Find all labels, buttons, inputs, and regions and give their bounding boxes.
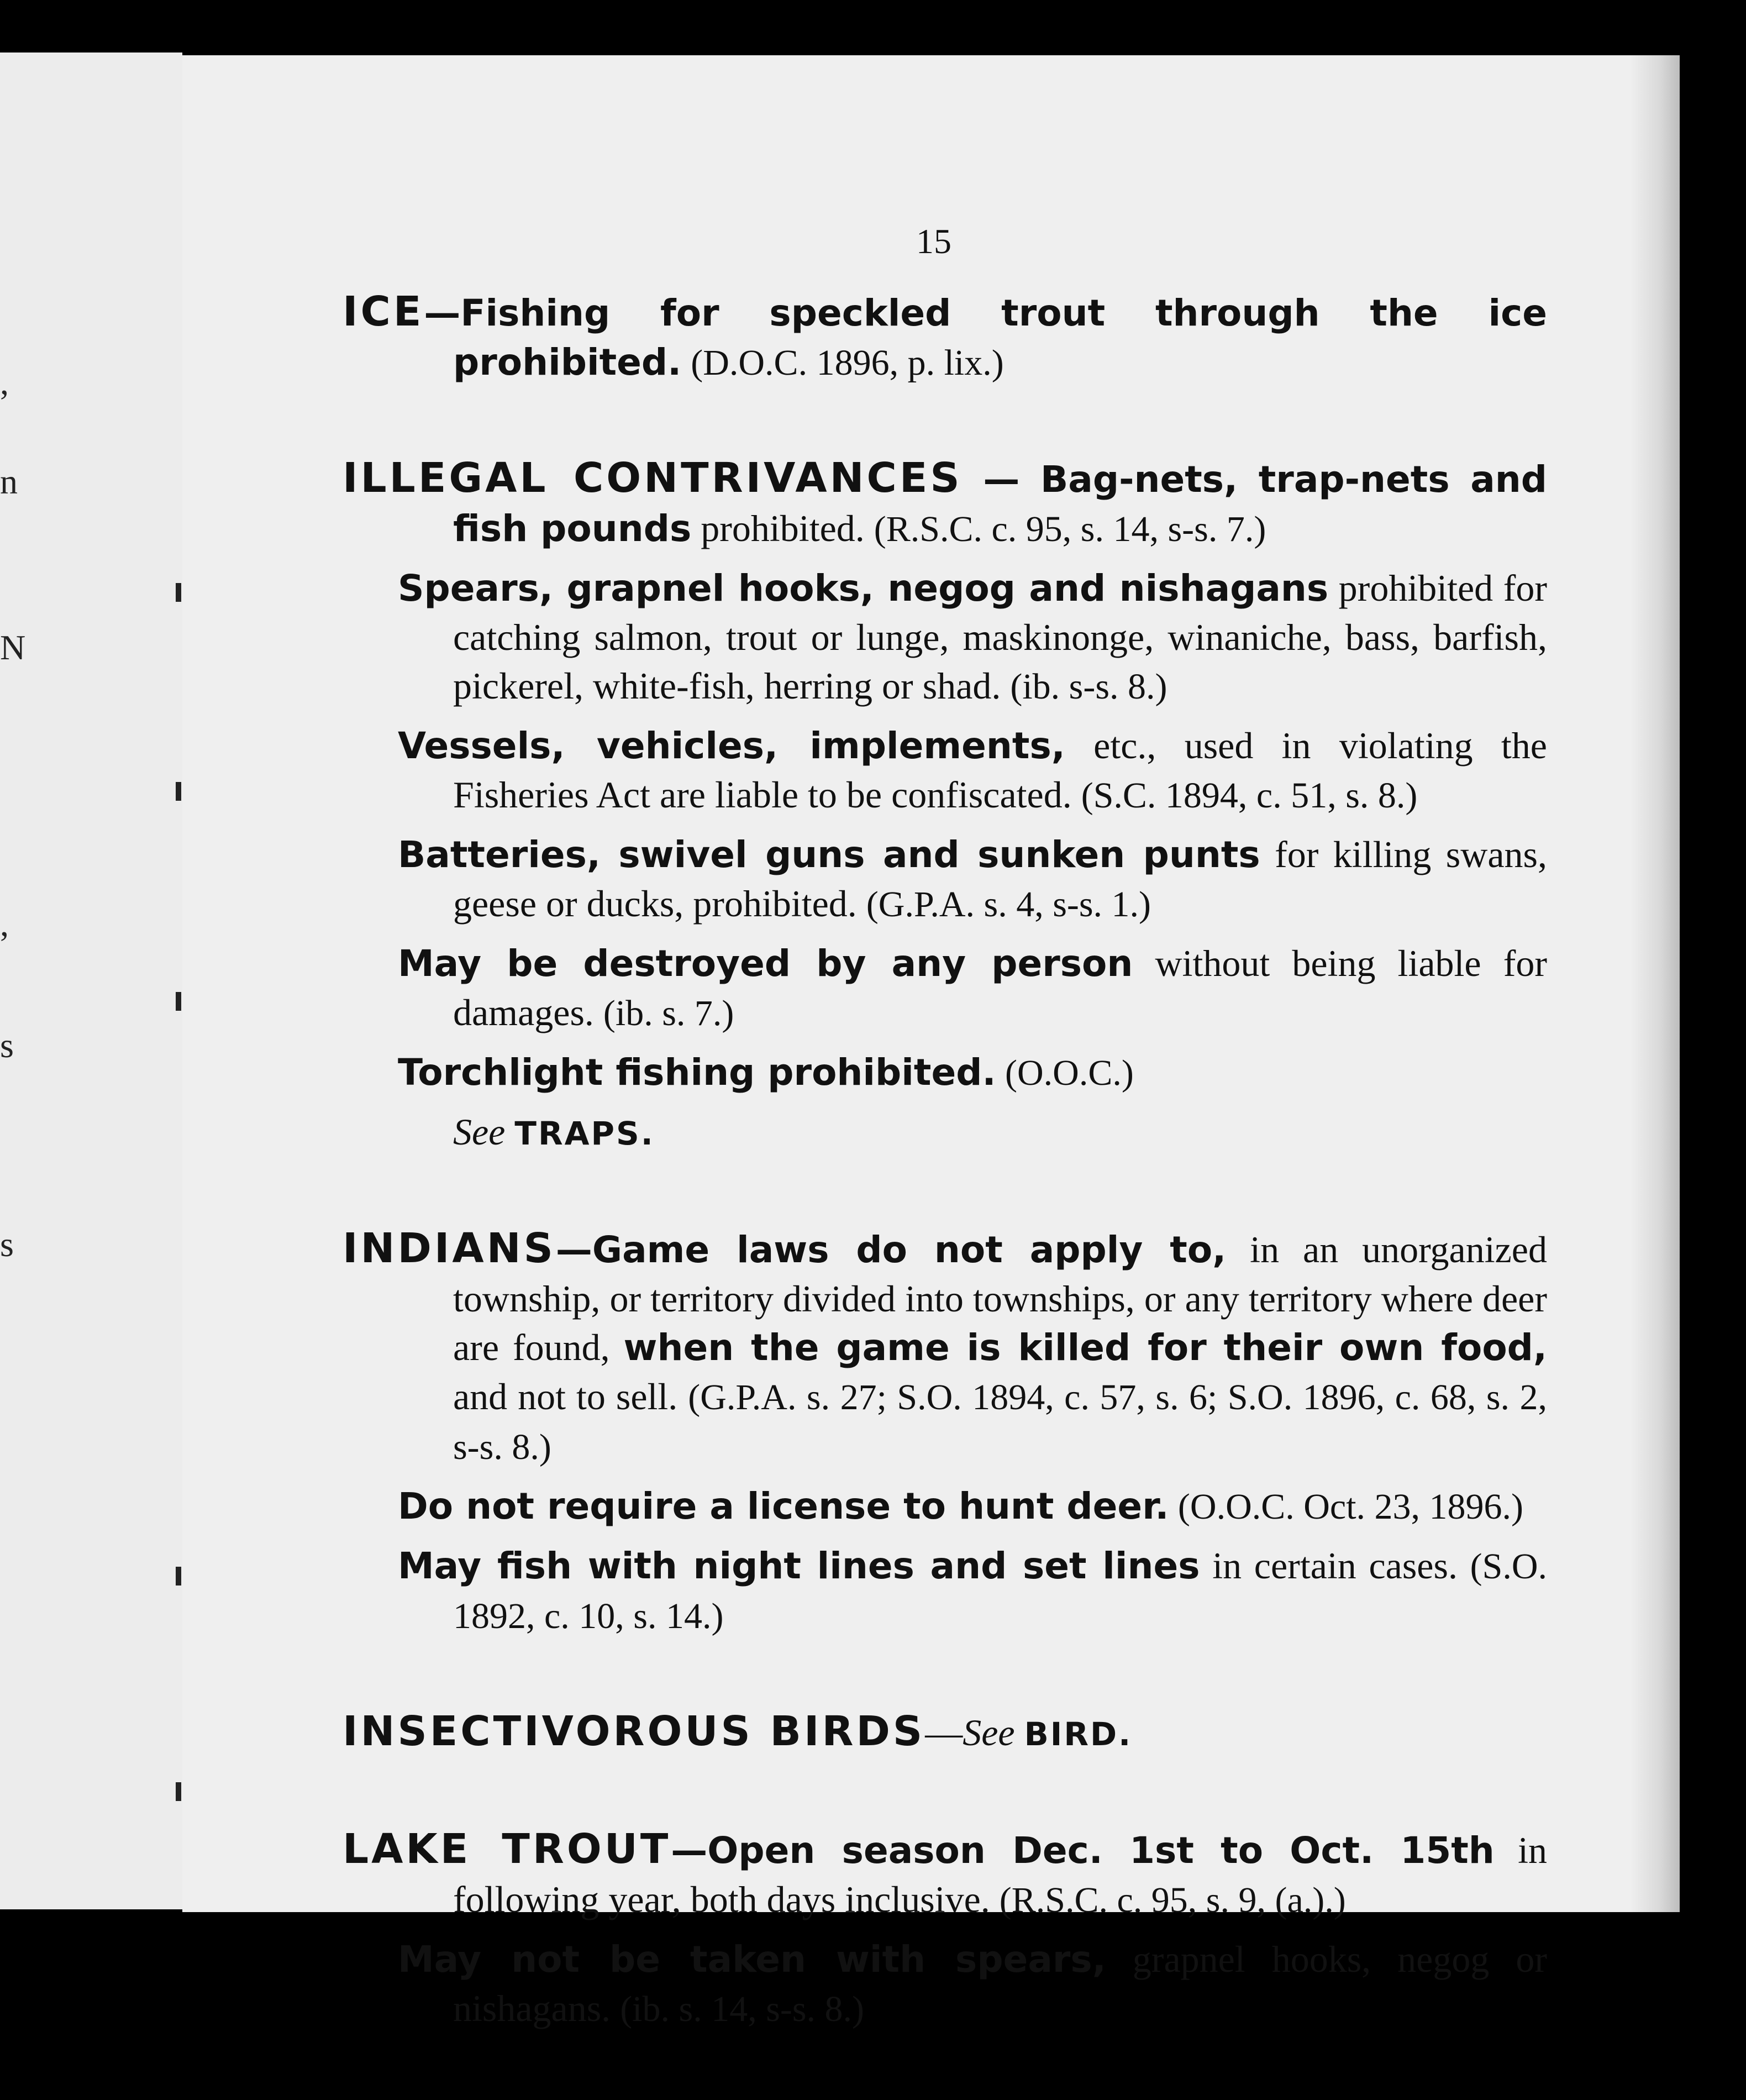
- entry-heading: INDIANS: [343, 1225, 556, 1272]
- citation: (ib. s. 14, s-s. 8.): [620, 1989, 865, 2029]
- sub-entry-bold: Spears, grapnel hooks, negog and nishagans: [398, 567, 1329, 610]
- see-target: TRAPS.: [514, 1115, 655, 1152]
- citation: (D.O.C. 1896, p. lix.): [691, 343, 1004, 383]
- binding-mark: [176, 1782, 181, 1801]
- edge-char: ,: [0, 363, 9, 402]
- citation: (R.S.C. c. 95, s. 9, (a.).): [999, 1880, 1346, 1920]
- entry-text: in an unorganized township, or territory divided into townships, or any territory where deer are found,: [453, 1229, 1547, 1368]
- citation: (S.O. 1892, c. 10, s. 14.): [453, 1546, 1547, 1636]
- entry-bold-text: when the game is killed for their own food,: [623, 1326, 1547, 1369]
- sub-entry: [343, 1935, 1547, 2034]
- citation: (S.C. 1894, c. 51, s. 8.): [1081, 775, 1418, 816]
- entry-lake-trout: [343, 1825, 1547, 2034]
- entry-heading: LAKE TROUT: [343, 1825, 671, 1873]
- page-number: 15: [916, 222, 951, 261]
- citation: (G.P.A. s. 27; S.O. 1894, c. 57, s. 6; S.O. 1896, c. 68, s. 2, s-s. 8.): [453, 1377, 1548, 1467]
- entry-text: in following year, both days inclusive.: [453, 1829, 1547, 1920]
- heading-dash: —: [925, 1712, 963, 1754]
- citation: (O.O.C. Oct. 23, 1896.): [1169, 1487, 1524, 1527]
- sub-entry-text: grapnel hooks, negog or nishagans.: [453, 1938, 1547, 2029]
- sub-entry-bold: May not be taken with spears,: [398, 1938, 1106, 1981]
- see-reference: [343, 1107, 1547, 1158]
- sub-entry-text: etc., used in violating the Fisheries Act are liable to be confiscated.: [453, 725, 1547, 816]
- sub-entry: [343, 830, 1547, 929]
- see-label: See: [453, 1111, 506, 1153]
- sub-entry-bold: Torchlight fishing prohibited.: [398, 1051, 996, 1094]
- edge-char: n: [0, 462, 18, 501]
- entry-heading: ILLEGAL CONTRIVANCES: [343, 454, 963, 502]
- citation: (ib. s-s. 8.): [1010, 666, 1167, 707]
- sub-entry: [343, 1482, 1547, 1531]
- entry-bold-text: Game laws do not apply to,: [592, 1229, 1227, 1271]
- binding-mark: [176, 1567, 181, 1586]
- edge-char: ,: [0, 904, 9, 943]
- sub-entry: [343, 721, 1547, 820]
- heading-dash: —: [555, 1229, 592, 1271]
- sub-entry: [343, 564, 1547, 711]
- entry-bold-text: Fishing for speckled trout through the ice prohibited.: [453, 292, 1547, 384]
- entry-bold-text: Bag-nets, trap-nets and fish pounds: [453, 458, 1547, 550]
- heading-dash: —: [424, 292, 461, 334]
- binding-mark: [176, 782, 181, 801]
- entry-heading: INSECTIVOROUS BIRDS: [343, 1708, 925, 1755]
- sub-entry-text: without being liable for damages.: [453, 942, 1547, 1033]
- entry-heading: ICE: [343, 288, 424, 335]
- edge-char: s: [0, 1225, 14, 1264]
- sub-entry-text: for killing swans, geese or ducks, prohibited.: [453, 833, 1547, 925]
- citation: (G.P.A. s. 4, s-s. 1.): [866, 884, 1151, 925]
- citation: (R.S.C. c. 95, s. 14, s-s. 7.): [874, 509, 1266, 549]
- binding-mark: [176, 583, 181, 602]
- sub-entry: [343, 1048, 1547, 1098]
- see-label: See: [963, 1712, 1015, 1754]
- edge-char: s: [0, 1026, 14, 1065]
- entry-bold-text: Open season Dec. 1st to Oct. 15th: [707, 1829, 1495, 1872]
- sub-entry-bold: Batteries, swivel guns and sunken punts: [398, 833, 1260, 876]
- index-entries: [343, 287, 1547, 2100]
- see-target: BIRD.: [1024, 1715, 1133, 1753]
- sub-entry: [343, 939, 1547, 1038]
- entry-insectivorous-birds: [343, 1707, 1547, 1758]
- sub-entry-bold: May fish with night lines and set lines: [398, 1545, 1200, 1587]
- edge-char: N: [0, 628, 26, 667]
- entry-text: and not to sell.: [453, 1376, 688, 1418]
- citation: (O.O.C.): [996, 1053, 1134, 1093]
- heading-dash: —: [962, 458, 1040, 501]
- entry-text: prohibited.: [691, 507, 874, 549]
- sub-entry-bold: Do not require a license to hunt deer.: [398, 1485, 1169, 1527]
- entry-ice: [343, 287, 1547, 387]
- sub-entry-bold: Vessels, vehicles, implements,: [398, 725, 1065, 767]
- entry-indians: [343, 1224, 1547, 1641]
- previous-page-edge: [0, 53, 182, 1909]
- heading-dash: —: [671, 1829, 708, 1872]
- sub-entry-text: in certain cases.: [1200, 1545, 1470, 1587]
- sub-entry: [343, 1541, 1547, 1641]
- sub-entry-bold: May be destroyed by any person: [398, 942, 1133, 985]
- citation: (ib. s. 7.): [603, 993, 734, 1033]
- entry-illegal-contrivances: [343, 454, 1547, 1158]
- sub-entry-text: prohibited for catching salmon, trout or lunge, maskinonge, winaniche, bass, barfish, pickerel, white-fish, herring or shad.: [453, 567, 1547, 707]
- binding-mark: [176, 992, 181, 1011]
- page-edge-shadow: [1630, 55, 1680, 1912]
